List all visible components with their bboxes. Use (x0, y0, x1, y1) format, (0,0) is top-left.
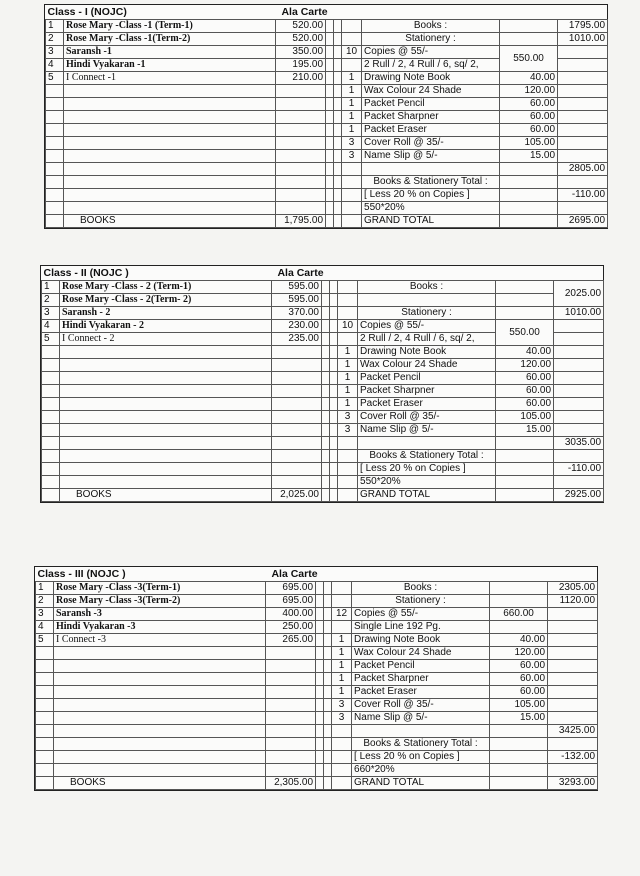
stationery-item: Packet Eraser (358, 398, 496, 411)
stationery-item: Name Slip @ 5/- (362, 150, 500, 163)
class-1-table (44, 4, 608, 229)
qty: 3 (342, 150, 362, 163)
stationery-price: 60.00 (496, 398, 554, 411)
item-number: 5 (36, 634, 54, 647)
calc-note: 550*20% (358, 476, 496, 489)
books-value: 2305.00 (548, 582, 598, 595)
item-name: Hindi Vyakaran - 2 (60, 320, 272, 333)
less-value: -110.00 (558, 189, 608, 202)
copies-label: Copies @ 55/- (362, 46, 500, 59)
qty: 1 (332, 647, 352, 660)
stationery-item: Packet Pencil (358, 372, 496, 385)
stationery-price: 60.00 (496, 372, 554, 385)
item-number: 2 (36, 595, 54, 608)
stationery-item: Packet Pencil (352, 660, 490, 673)
item-name: Rose Mary -Class - 2(Term- 2) (60, 294, 272, 307)
books-total: 1,795.00 (276, 215, 326, 228)
stationery-item: Packet Sharpner (352, 673, 490, 686)
stationery-price: 120.00 (496, 359, 554, 372)
copies-value: 550.00 (496, 320, 554, 346)
item-price: 520.00 (276, 20, 326, 33)
stationery-price: 60.00 (490, 673, 548, 686)
stationery-item: Drawing Note Book (352, 634, 490, 647)
item-name: Saransh -1 (64, 46, 276, 59)
less-value: -132.00 (548, 751, 598, 764)
item-name: Rose Mary -Class -1(Term-2) (64, 33, 276, 46)
qty: 1 (338, 398, 358, 411)
item-price: 695.00 (266, 582, 316, 595)
item-number: 3 (36, 608, 54, 621)
item-name: Hindi Vyakaran -1 (64, 59, 276, 72)
qty: 1 (338, 385, 358, 398)
grand-total-value: 2695.00 (558, 215, 608, 228)
copies-value: 660.00 (490, 608, 548, 621)
qty: 1 (338, 372, 358, 385)
item-number: 3 (42, 307, 60, 320)
qty: 3 (338, 411, 358, 424)
bs-total-label: Books & Stationery Total : (352, 738, 490, 751)
books-label: Books : (358, 281, 496, 294)
item-number: 4 (46, 59, 64, 72)
qty: 1 (342, 98, 362, 111)
stationery-price: 60.00 (500, 111, 558, 124)
item-name: Saransh - 2 (60, 307, 272, 320)
item-number: 1 (36, 582, 54, 595)
grand-total-label: GRAND TOTAL (362, 215, 500, 228)
qty: 1 (338, 346, 358, 359)
item-price: 520.00 (276, 33, 326, 46)
stationery-price: 60.00 (500, 98, 558, 111)
ruling-desc: 2 Rull / 2, 4 Rull / 6, sq/ 2, (358, 333, 496, 346)
stationery-price: 60.00 (490, 686, 548, 699)
stationery-label: Stationery : (362, 33, 500, 46)
stationery-item: Packet Eraser (362, 124, 500, 137)
stationery-item: Wax Colour 24 Shade (358, 359, 496, 372)
stationery-price: 15.00 (496, 424, 554, 437)
bs-total-label: Books & Stationery Total : (362, 176, 500, 189)
item-price: 695.00 (266, 595, 316, 608)
item-price: 370.00 (272, 307, 322, 320)
stationery-item: Cover Roll @ 35/- (358, 411, 496, 424)
qty: 1 (342, 111, 362, 124)
item-number: 4 (36, 621, 54, 634)
qty: 1 (338, 359, 358, 372)
less-label: [ Less 20 % on Copies ] (352, 751, 490, 764)
item-name: Rose Mary -Class -3(Term-1) (54, 582, 266, 595)
qty: 1 (342, 85, 362, 98)
qty: 1 (332, 634, 352, 647)
item-number: 2 (42, 294, 60, 307)
item-number: 2 (46, 33, 64, 46)
class-2-table (40, 265, 604, 503)
grand-total-value: 3293.00 (548, 777, 598, 790)
ala-carte-label: Ala Carte (277, 267, 324, 279)
stationery-price: 105.00 (496, 411, 554, 424)
item-number: 1 (46, 20, 64, 33)
stationery-value: 1010.00 (558, 33, 608, 46)
books-label: Books : (362, 20, 500, 33)
stationery-price: 60.00 (500, 124, 558, 137)
stationery-item: Name Slip @ 5/- (352, 712, 490, 725)
less-value: -110.00 (554, 463, 604, 476)
item-price: 595.00 (272, 281, 322, 294)
item-number: 1 (42, 281, 60, 294)
item-price: 210.00 (276, 72, 326, 85)
copies-qty: 12 (332, 608, 352, 621)
ala-carte-label: Ala Carte (271, 568, 318, 580)
item-price: 250.00 (266, 621, 316, 634)
qty: 1 (342, 72, 362, 85)
item-number: 4 (42, 320, 60, 333)
qty: 3 (342, 137, 362, 150)
item-name: I Connect -3 (54, 634, 266, 647)
grand-total-value: 2925.00 (554, 489, 604, 502)
qty: 1 (332, 686, 352, 699)
qty: 3 (332, 712, 352, 725)
ruling-desc: Single Line 192 Pg. (352, 621, 490, 634)
stationery-price: 60.00 (496, 385, 554, 398)
less-label: [ Less 20 % on Copies ] (358, 463, 496, 476)
item-name: Rose Mary -Class -1 (Term-1) (64, 20, 276, 33)
stationery-price: 120.00 (500, 85, 558, 98)
stationery-price: 40.00 (490, 634, 548, 647)
stationery-price: 40.00 (496, 346, 554, 359)
copies-value: 550.00 (500, 46, 558, 72)
books-row-label: BOOKS (64, 215, 276, 228)
books-total: 2,025.00 (272, 489, 322, 502)
qty: 1 (342, 124, 362, 137)
stationery-price: 60.00 (490, 660, 548, 673)
calc-note: 550*20% (362, 202, 500, 215)
class-title: Class - II (NOJC ) (43, 267, 129, 279)
ala-carte-label: Ala Carte (281, 6, 328, 18)
item-name: Rose Mary -Class - 2 (Term-1) (60, 281, 272, 294)
stationery-item: Packet Eraser (352, 686, 490, 699)
item-name: Hindi Vyakaran -3 (54, 621, 266, 634)
qty: 3 (332, 699, 352, 712)
class-3-table (34, 566, 598, 791)
stationery-price: 40.00 (500, 72, 558, 85)
stationery-label: Stationery : (352, 595, 490, 608)
ruling-desc: 2 Rull / 2, 4 Rull / 6, sq/ 2, (362, 59, 500, 72)
item-number: 5 (42, 333, 60, 346)
calc-note: 660*20% (352, 764, 490, 777)
books-total: 2,305.00 (266, 777, 316, 790)
item-price: 195.00 (276, 59, 326, 72)
item-name: I Connect - 2 (60, 333, 272, 346)
copies-qty: 10 (342, 46, 362, 59)
stationery-price: 105.00 (500, 137, 558, 150)
total-value: 3425.00 (548, 725, 598, 738)
stationery-item: Packet Sharpner (358, 385, 496, 398)
item-price: 350.00 (276, 46, 326, 59)
stationery-item: Name Slip @ 5/- (358, 424, 496, 437)
bs-total-label: Books & Stationery Total : (358, 450, 496, 463)
item-name: I Connect -1 (64, 72, 276, 85)
item-price: 400.00 (266, 608, 316, 621)
stationery-item: Wax Colour 24 Shade (352, 647, 490, 660)
stationery-price: 15.00 (490, 712, 548, 725)
stationery-item: Cover Roll @ 35/- (362, 137, 500, 150)
stationery-price: 120.00 (490, 647, 548, 660)
books-row-label: BOOKS (54, 777, 266, 790)
books-label: Books : (352, 582, 490, 595)
stationery-item: Drawing Note Book (362, 72, 500, 85)
qty: 1 (332, 673, 352, 686)
stationery-item: Packet Pencil (362, 98, 500, 111)
stationery-item: Cover Roll @ 35/- (352, 699, 490, 712)
grand-total-label: GRAND TOTAL (358, 489, 496, 502)
stationery-item: Drawing Note Book (358, 346, 496, 359)
qty: 3 (338, 424, 358, 437)
item-number: 3 (46, 46, 64, 59)
item-price: 265.00 (266, 634, 316, 647)
class-title: Class - III (NOJC ) (37, 568, 126, 580)
item-name: Saransh -3 (54, 608, 266, 621)
stationery-label: Stationery : (358, 307, 496, 320)
stationery-item: Wax Colour 24 Shade (362, 85, 500, 98)
item-name: Rose Mary -Class -3(Term-2) (54, 595, 266, 608)
total-value: 3035.00 (554, 437, 604, 450)
copies-label: Copies @ 55/- (352, 608, 490, 621)
copies-label: Copies @ 55/- (358, 320, 496, 333)
grand-total-label: GRAND TOTAL (352, 777, 490, 790)
item-price: 230.00 (272, 320, 322, 333)
item-price: 595.00 (272, 294, 322, 307)
item-price: 235.00 (272, 333, 322, 346)
less-label: [ Less 20 % on Copies ] (362, 189, 500, 202)
stationery-item: Packet Sharpner (362, 111, 500, 124)
qty: 1 (332, 660, 352, 673)
total-value: 2805.00 (558, 163, 608, 176)
stationery-value: 1120.00 (548, 595, 598, 608)
item-number: 5 (46, 72, 64, 85)
books-value: 2025.00 (554, 281, 604, 307)
books-row-label: BOOKS (60, 489, 272, 502)
class-title: Class - I (NOJC) (47, 6, 127, 18)
copies-qty: 10 (338, 320, 358, 333)
stationery-price: 105.00 (490, 699, 548, 712)
books-value: 1795.00 (558, 20, 608, 33)
stationery-price: 15.00 (500, 150, 558, 163)
stationery-value: 1010.00 (554, 307, 604, 320)
